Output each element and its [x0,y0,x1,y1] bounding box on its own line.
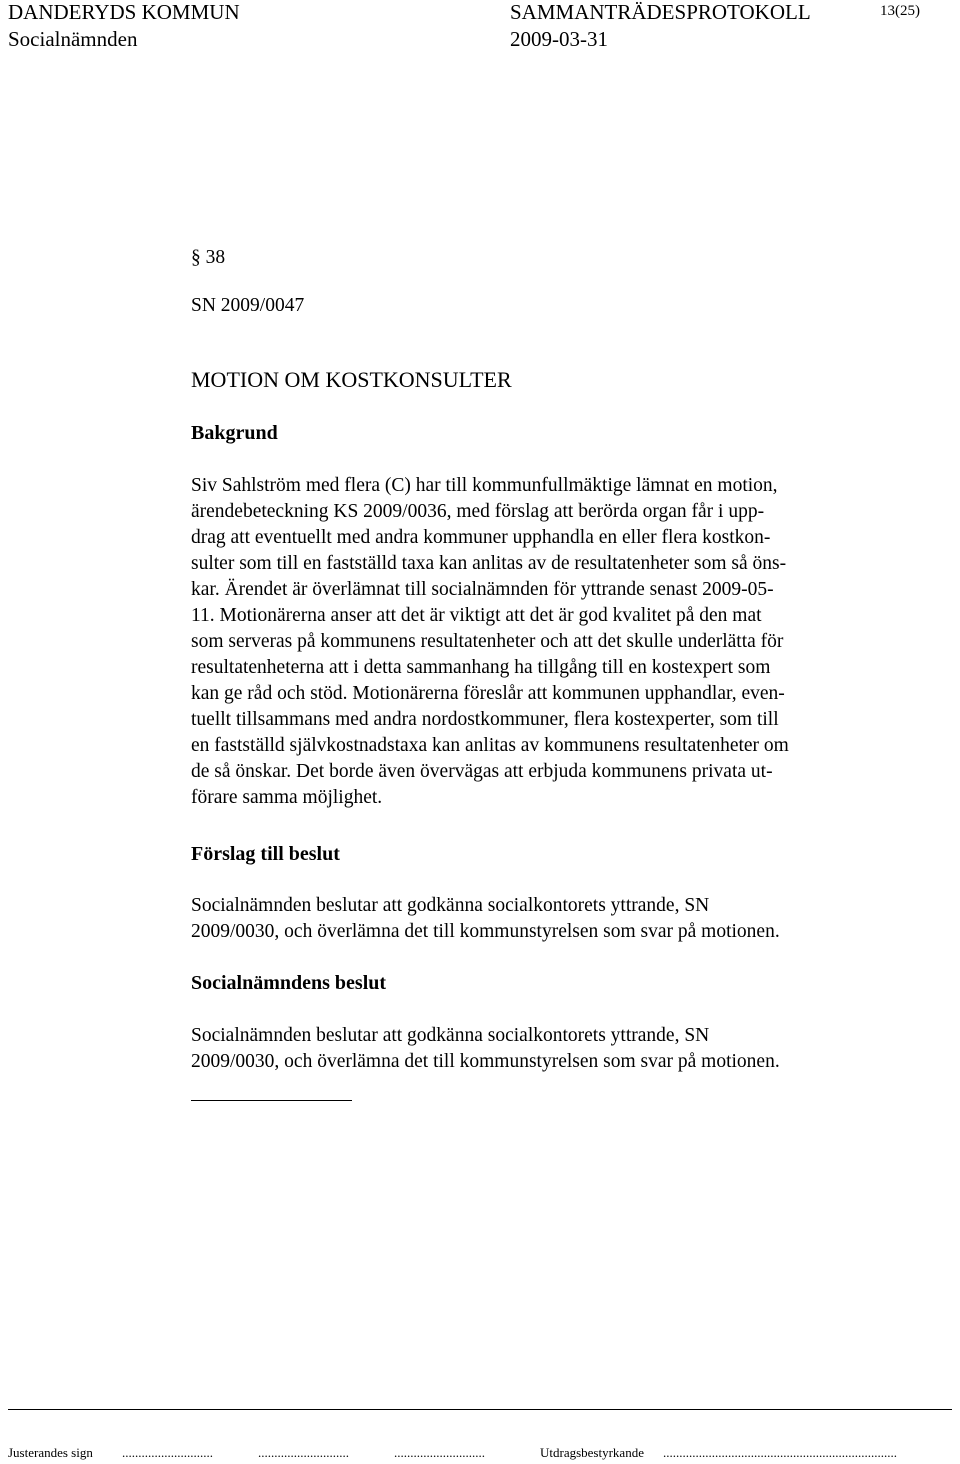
header-page-number: 13(25) [880,3,920,19]
text-line: de så önskar. Det borde även övervägas att erbjuda kommunens privata ut- [191,761,773,782]
background-heading: Bakgrund [191,422,278,444]
justerandes-sign-label: Justerandes sign [8,1445,93,1460]
header-committee: Socialnämnden [8,27,138,51]
text-line: en fastställd självkostnadstaxa kan anlitas av kommunens resultatenheter om [191,735,789,756]
proposal-line: 2009/0030, och överlämna det till kommunstyrelsen som svar på motionen. [191,921,780,942]
text-line: förare samma möjlighet. [191,787,383,808]
section-end-rule [191,1100,352,1101]
text-line: drag att eventuellt med andra kommuner upphandla en eller flera kostkon- [191,527,771,548]
text-line: som serveras på kommunens resultatenheter och att det skulle underlätta för [191,631,784,652]
header-doc-type: SAMMANTRÄDESPROTOKOLL [510,0,811,24]
decision-line: Socialnämnden beslutar att godkänna socialkontorets yttrande, SN [191,1025,710,1046]
section-title: MOTION OM KOSTKONSULTER [191,367,512,392]
signature-field-2: ............................ [258,1445,349,1460]
utdragsbestyrkande-field: ........................................................................ [663,1445,897,1460]
signature-field-3: ............................ [394,1445,485,1460]
proposal-line: Socialnämnden beslutar att godkänna socialkontorets yttrande, SN [191,895,710,916]
text-line: Siv Sahlström med flera (C) har till kommunfullmäktige lämnat en motion, [191,475,778,496]
decision-heading: Socialnämndens beslut [191,972,387,994]
paragraph-number: § 38 [191,247,226,268]
header-org: DANDERYDS KOMMUN [8,0,240,24]
case-number: SN 2009/0047 [191,295,305,316]
text-line: kar. Ärendet är överlämnat till socialnämnden för yttrande senast 2009-05- [191,579,774,600]
text-line: tuellt tillsammans med andra nordostkommuner, flera kostexperter, som till [191,709,779,730]
proposal-heading: Förslag till beslut [191,843,340,865]
footer-rule [8,1409,952,1410]
header-date: 2009-03-31 [510,27,608,51]
text-line: sulter som till en fastställd taxa kan anlitas av de resultatenheter som så öns- [191,553,787,574]
text-line: ärendebeteckning KS 2009/0036, med förslag att berörda organ får i upp- [191,501,765,522]
text-line: kan ge råd och stöd. Motionärerna föreslår att kommunen upphandlar, even- [191,683,785,704]
text-line: 11. Motionärerna anser att det är viktigt att det är god kvalitet på den mat [191,605,762,626]
text-line: resultatenheterna att i detta sammanhang ha tillgång till en kostexpert som [191,657,771,678]
signature-field-1: ............................ [122,1445,213,1460]
decision-line: 2009/0030, och överlämna det till kommunstyrelsen som svar på motionen. [191,1051,780,1072]
utdragsbestyrkande-label: Utdragsbestyrkande [540,1445,644,1460]
